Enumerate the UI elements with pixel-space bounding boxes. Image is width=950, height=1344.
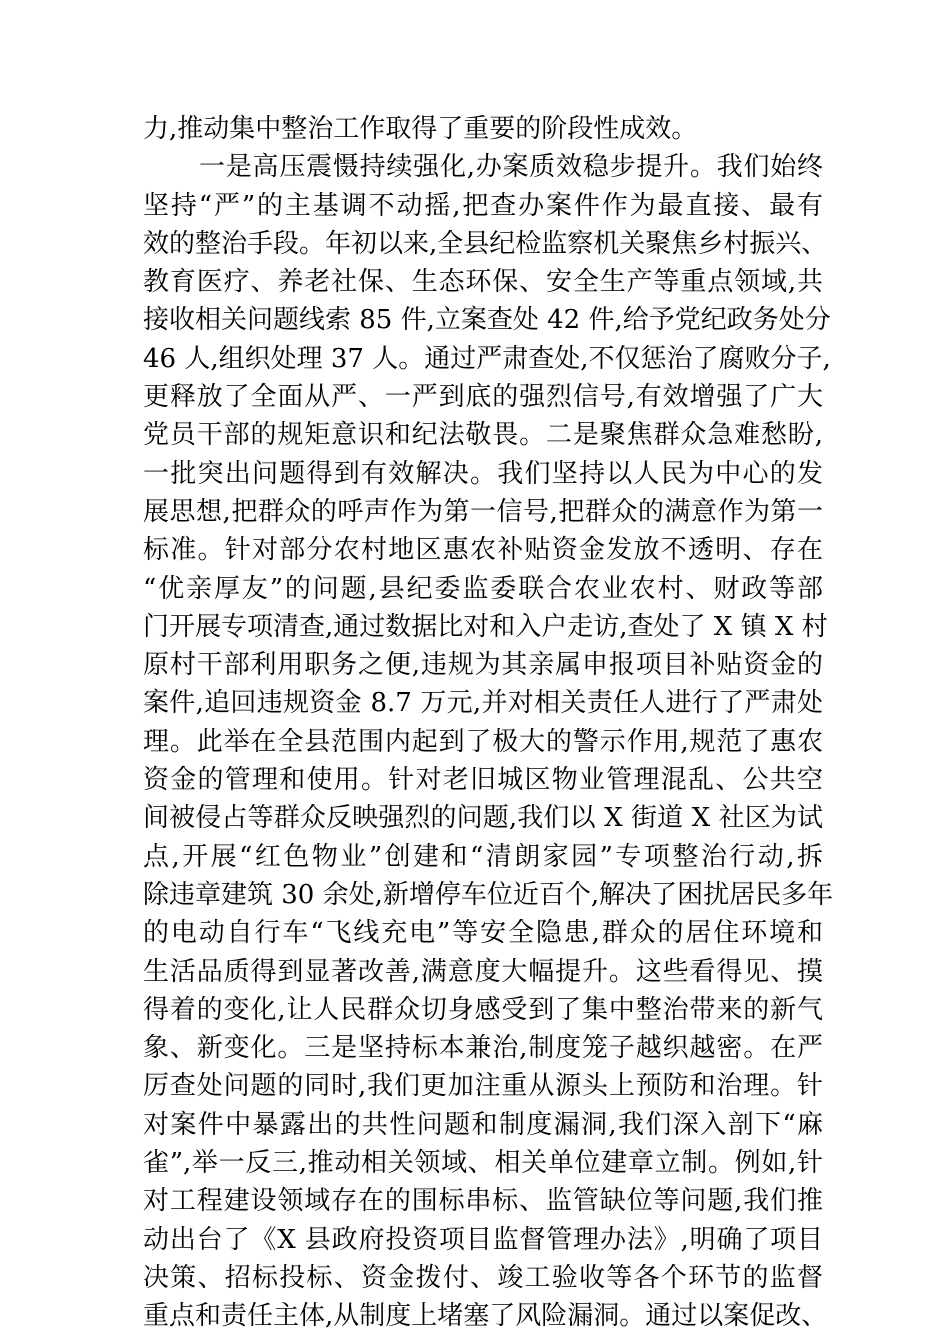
text-line: 资金的管理和使用。针对老旧城区物业管理混乱、公共空 bbox=[143, 765, 823, 796]
text-line: 的电动自行车“飞线充电”等安全隐患,群众的居住环境和 bbox=[143, 918, 823, 949]
text-line: 得着的变化,让人民群众切身感受到了集中整治带来的新气 bbox=[143, 994, 823, 1025]
text-line: 46 人,组织处理 37 人。通过严肃查处,不仅惩治了腐败分子, bbox=[143, 343, 831, 374]
text-line: 一是高压震慑持续强化,办案质效稳步提升。我们始终 bbox=[199, 152, 823, 183]
text-line: 原村干部利用职务之便,违规为其亲属申报项目补贴资金的 bbox=[143, 650, 823, 681]
text-line: 对工程建设领域存在的围标串标、监管缺位等问题,我们推 bbox=[143, 1186, 823, 1217]
text-line: 案件,追回违规资金 8.7 万元,并对相关责任人进行了严肃处 bbox=[143, 688, 823, 719]
text-line: 门开展专项清查,通过数据比对和入户走访,查处了 X 镇 X 村 bbox=[143, 611, 828, 642]
text-line: “优亲厚友”的问题,县纪委监委联合农业农村、财政等部 bbox=[143, 573, 823, 604]
text-line: 力,推动集中整治工作取得了重要的阶段性成效。 bbox=[143, 114, 698, 144]
text-line: 决策、招标投标、资金拨付、竣工验收等各个环节的监督 bbox=[143, 1262, 823, 1293]
body-text bbox=[143, 110, 834, 1336]
text-line: 除违章建筑 30 余处,新增停车位近百个,解决了困扰居民多年 bbox=[143, 879, 834, 910]
text-line: 展思想,把群众的呼声作为第一信号,把群众的满意作为第一 bbox=[143, 496, 823, 527]
text-line: 间被侵占等群众反映强烈的问题,我们以 X 街道 X 社区为试 bbox=[143, 803, 823, 834]
text-line: 一批突出问题得到有效解决。我们坚持以人民为中心的发 bbox=[143, 458, 823, 489]
text-line: 标准。针对部分农村地区惠农补贴资金发放不透明、存在 bbox=[143, 535, 823, 566]
text-line: 厉查处问题的同时,我们更加注重从源头上预防和治理。针 bbox=[143, 1071, 823, 1102]
text-line: 动出台了《X 县政府投资项目监督管理办法》,明确了项目 bbox=[143, 1224, 823, 1255]
text-line: 更释放了全面从严、一严到底的强烈信号,有效增强了广大 bbox=[143, 382, 823, 413]
text-line: 雀”,举一反三,推动相关领域、相关单位建章立制。例如,针 bbox=[143, 1148, 823, 1179]
text-line: 党员干部的规矩意识和纪法敬畏。二是聚焦群众急难愁盼, bbox=[143, 420, 823, 451]
text-line: 理。此举在全县范围内起到了极大的警示作用,规范了惠农 bbox=[143, 726, 823, 757]
text-line: 点,开展“红色物业”创建和“清朗家园”专项整治行动,拆 bbox=[143, 841, 823, 872]
text-line: 教育医疗、养老社保、生态环保、安全生产等重点领域,共 bbox=[143, 267, 823, 298]
text-line: 重点和责任主体,从制度上堵塞了风险漏洞。通过以案促改、 bbox=[143, 1301, 828, 1332]
text-line: 生活品质得到显著改善,满意度大幅提升。这些看得见、摸 bbox=[143, 956, 823, 987]
text-line: 效的整治手段。年初以来,全县纪检监察机关聚焦乡村振兴、 bbox=[143, 228, 828, 259]
text-line: 接收相关问题线索 85 件,立案查处 42 件,给予党纪政务处分 bbox=[143, 305, 831, 336]
text-line: 坚持“严”的主基调不动摇,把查办案件作为最直接、最有 bbox=[143, 190, 823, 221]
text-line: 对案件中暴露出的共性问题和制度漏洞,我们深入剖下“麻 bbox=[143, 1109, 823, 1140]
text-line: 象、新变化。三是坚持标本兼治,制度笼子越织越密。在严 bbox=[143, 1033, 823, 1064]
